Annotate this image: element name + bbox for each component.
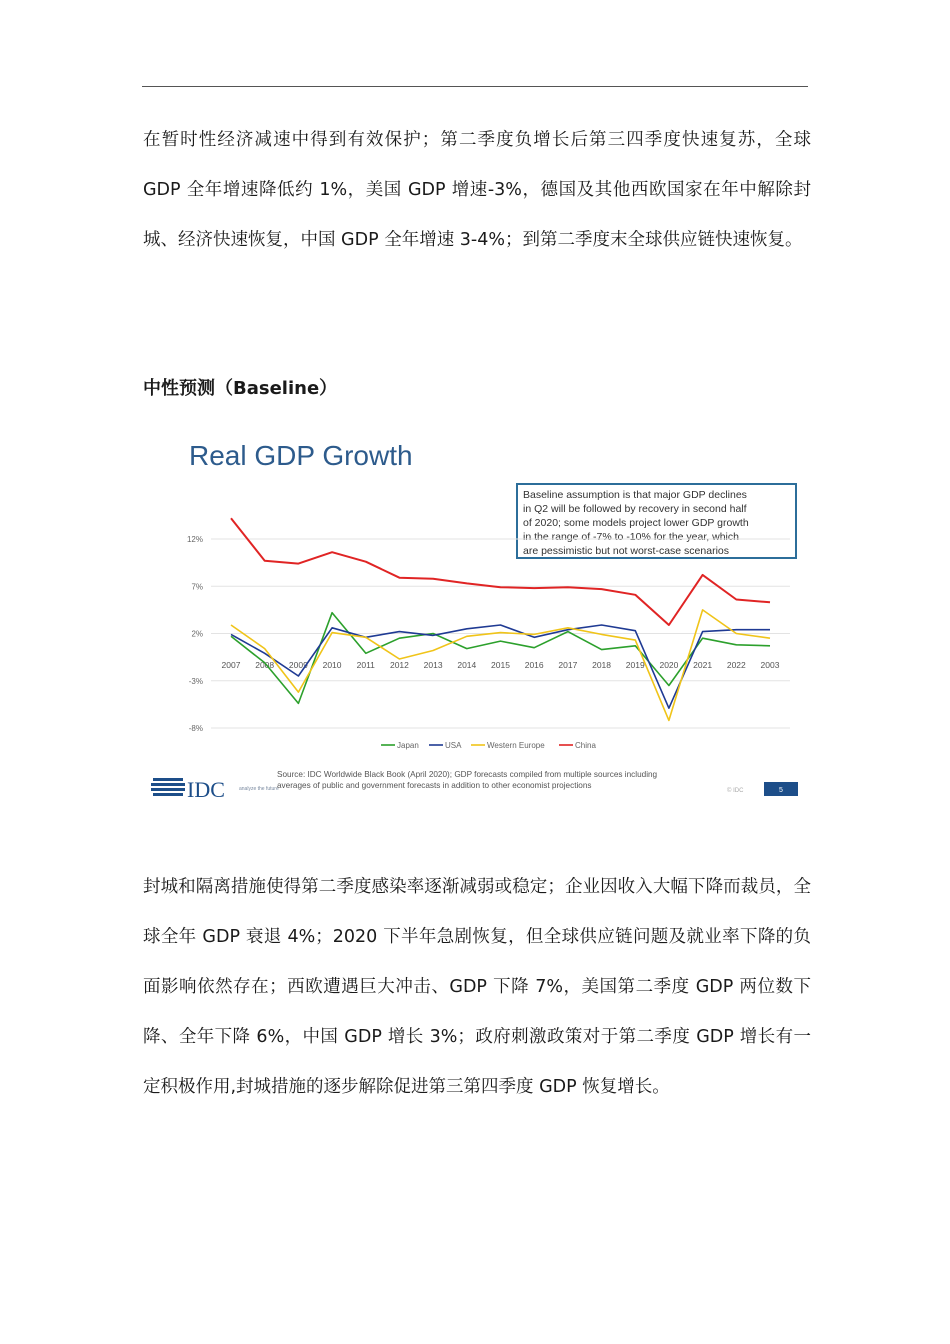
chart-title: Real GDP Growth xyxy=(189,440,413,471)
page-number: 5 xyxy=(779,787,783,794)
x-tick-label: 2007 xyxy=(221,660,241,670)
chart-legend xyxy=(381,741,596,750)
x-tick-label: 2011 xyxy=(356,660,375,670)
idc-logo-tagline: analyze the future xyxy=(239,786,279,792)
x-tick-label: 2020 xyxy=(659,660,679,670)
header-rule xyxy=(142,86,808,87)
x-tick-label: 2008 xyxy=(255,660,275,670)
idc-logo xyxy=(151,777,279,802)
source-line: Source: IDC Worldwide Black Book (April 2020); GDP forecasts compiled from multiple sources including xyxy=(277,770,658,779)
y-tick-label: -8% xyxy=(188,724,203,733)
idc-globe-icon xyxy=(151,778,185,796)
legend-label: Japan xyxy=(397,741,419,750)
y-tick-label: 12% xyxy=(186,535,203,544)
annotation-line: in Q2 will be followed by recovery in second half xyxy=(523,503,747,515)
x-tick-label: 2021 xyxy=(693,660,713,670)
annotation-line: are pessimistic but not worst-case scenarios xyxy=(523,545,729,557)
section-heading-baseline: 中性预测（Baseline） xyxy=(143,378,338,399)
x-tick-label: 2019 xyxy=(625,660,645,670)
idc-logo-text: IDC xyxy=(187,777,225,802)
paragraph-baseline: 封城和隔离措施使得第二季度感染率逐渐减弱或稳定；企业因收入大幅下降而裁员，全球全年 GDP 衰退 4%；2020 下半年急剧恢复，但全球供应链问题及就业率下降的负面影响依然存在；西欧遭遇巨大冲击、GDP 下降 7%，美国第二季度 GDP 两位数下降、全年下降 6%，中国 GDP 增长 3%；政府刺激政策对于第二季度 GDP 增长有一定积极作用,封城措施的逐步解除促进第三第四季度 GDP 恢复增长。 xyxy=(143,877,811,1097)
annotation-line: Baseline assumption is that major GDP declines xyxy=(523,489,747,501)
paragraph-intro: 在暂时性经济减速中得到有效保护；第二季度负增长后第三四季度快速复苏，全球 GDP 全年增速降低约 1%，美国 GDP 增速-3%，德国及其他西欧国家在年中解除封城、经济快速恢复，中国 GDP 全年增速 3-4%；到第二季度末全球供应链快速恢复。 xyxy=(143,130,811,250)
y-tick-label: 7% xyxy=(191,582,203,592)
x-tick-label: 2010 xyxy=(322,660,342,670)
legend-label: Western Europe xyxy=(487,741,545,750)
footer-mark: © IDC xyxy=(727,788,744,794)
x-tick-label: 2009 xyxy=(288,660,308,670)
annotation-box xyxy=(517,484,796,558)
legend-label: USA xyxy=(445,741,462,750)
y-axis-ticks xyxy=(187,535,203,733)
x-tick-label: 2016 xyxy=(524,660,544,670)
y-tick-label: -3% xyxy=(188,676,203,686)
gdp-chart xyxy=(145,428,808,806)
x-tick-label: 2017 xyxy=(558,660,578,670)
annotation-line: in the range of -7% to -10% for the year, which xyxy=(523,531,739,543)
chart-grid xyxy=(211,539,790,728)
x-tick-label: 2015 xyxy=(491,660,510,670)
gdp-figure xyxy=(145,428,808,806)
annotation-line: of 2020; some models project lower GDP growth xyxy=(523,517,749,529)
y-tick-label: 2% xyxy=(191,629,203,639)
x-tick-label: 2012 xyxy=(389,660,409,670)
source-line: averages of public and government forecasts in addition to other economist projections xyxy=(277,781,592,790)
legend-label: China xyxy=(575,741,596,750)
x-tick-label: 2018 xyxy=(592,660,612,670)
x-tick-label: 2003 xyxy=(760,660,780,670)
x-tick-label: 2022 xyxy=(726,660,746,670)
x-tick-label: 2014 xyxy=(457,660,477,670)
x-tick-label: 2013 xyxy=(423,660,443,670)
